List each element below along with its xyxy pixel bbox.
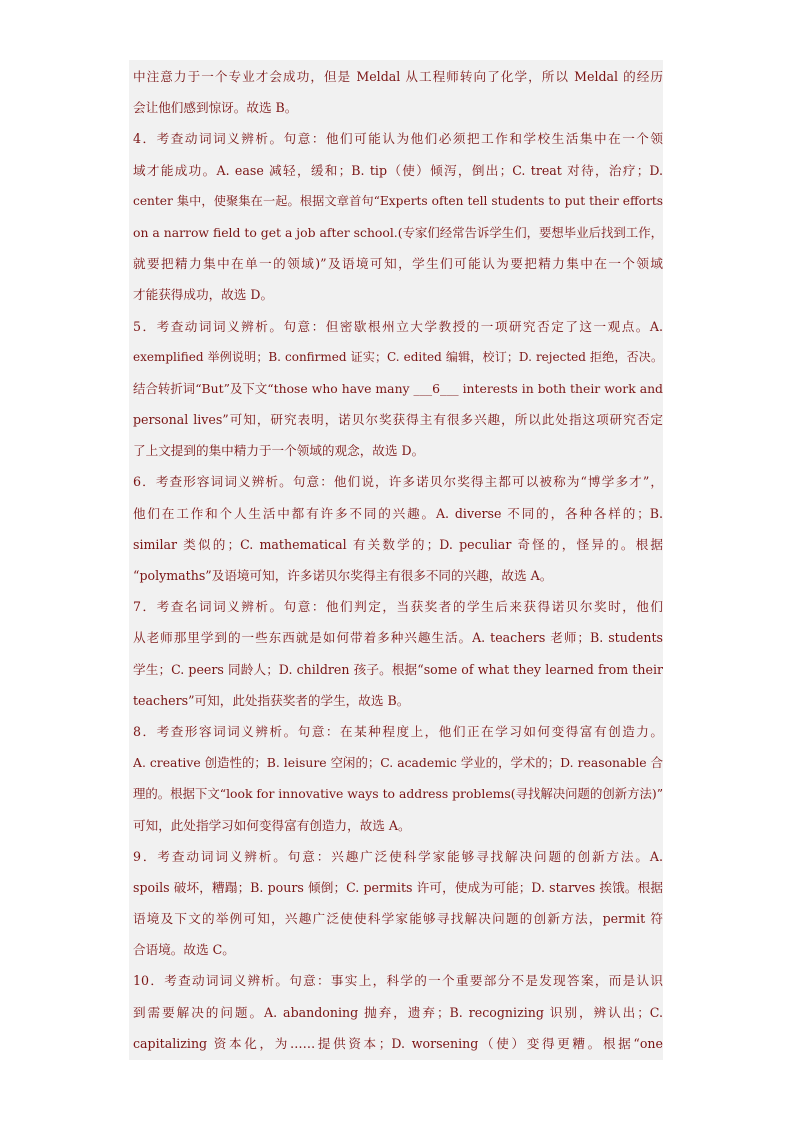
text-line: teachers”可知，此处指获奖者的学生，故选 B。 bbox=[133, 692, 410, 708]
text-line: capitalizing 资本化，为……提供资本；D. worsening（使）变得更糟。根据“one bbox=[133, 1035, 663, 1051]
text-line: 他们在工作和个人生活中都有许多不同的兴趣。A. diverse 不同的，各种各样的；B. bbox=[133, 505, 663, 521]
text-line: 5．考查动词词义辨析。句意：但密歇根州立大学教授的一项研究否定了这一观点。A. bbox=[133, 318, 663, 334]
text-line: 理的。根据下文“look for innovative ways to address problems(寻找解决问题的创新方法)” bbox=[133, 786, 663, 802]
text-line: personal lives”可知，研究表明，诺贝尔奖获得主有很多兴趣，所以此处指这项研究否定 bbox=[133, 412, 663, 428]
text-line: 从老师那里学到的一些东西就是如何带着多种兴趣生活。A. teachers 老师；B. students bbox=[133, 630, 663, 646]
text-line: 会让他们感到惊讶。故选 B。 bbox=[133, 100, 298, 116]
text-line: 8．考查形容词词义辨析。句意：在某种程度上，他们正在学习如何变得富有创造力。 bbox=[133, 723, 663, 739]
text-line: center 集中，使聚集在一起。根据文章首句“Experts often tell students to put their efforts bbox=[133, 193, 663, 208]
text-line: A. creative 创造性的；B. leisure 空闲的；C. academic 学业的，学术的；D. reasonable 合 bbox=[133, 755, 663, 771]
text-line: spoils 破坏，糟蹋；B. pours 倾倒；C. permits 许可，使成为可能；D. starves 挨饿。根据 bbox=[133, 879, 663, 895]
text-line: “polymaths”及语境可知，许多诺贝尔奖得主有很多不同的兴趣，故选 A。 bbox=[133, 568, 553, 583]
text-line: 才能获得成功，故选 D。 bbox=[133, 287, 274, 303]
text-line: 中注意力于一个专业才会成功，但是 Meldal 从工程师转向了化学，所以 Meldal 的经历 bbox=[133, 69, 663, 84]
text-line: similar 类似的；C. mathematical 有关数学的；D. peculiar 奇怪的，怪异的。根据 bbox=[133, 536, 663, 552]
text-line: 了上文提到的集中精力于一个领域的观念，故选 D。 bbox=[133, 443, 425, 459]
text-line: exemplified 举例说明；B. confirmed 证实；C. edited 编辑，校订；D. rejected 拒绝，否决。 bbox=[133, 349, 663, 364]
answer-explanation-text bbox=[133, 61, 663, 1059]
text-line: 9．考查动词词义辨析。句意：兴趣广泛使科学家能够寻找解决问题的创新方法。A. bbox=[133, 848, 663, 864]
text-line: 4．考查动词词义辨析。句意：他们可能认为他们必须把工作和学校生活集中在一个领 bbox=[133, 131, 663, 147]
text-line: 就要把精力集中在单一的领域)”及语境可知，学生们可能认为要把精力集中在一个领域 bbox=[133, 256, 663, 272]
text-line: 6．考查形容词词义辨析。句意：他们说，许多诺贝尔奖得主都可以被称为“博学多才”， bbox=[133, 474, 663, 490]
text-line: 10．考查动词词义辨析。句意：事实上，科学的一个重要部分不是发现答案，而是认识 bbox=[133, 973, 663, 989]
text-line: on a narrow field to get a job after school.(专家们经常告诉学生们，要想毕业后找到工作， bbox=[133, 224, 663, 240]
text-line: 7．考查名词词义辨析。句意：他们判定，当获奖者的学生后来获得诺贝尔奖时，他们 bbox=[133, 599, 663, 615]
text-line: 可知，此处指学习如何变得富有创造力，故选 A。 bbox=[133, 817, 411, 833]
text-line: 学生；C. peers 同龄人；D. children 孩子。根据“some of what they learned from their bbox=[133, 661, 663, 677]
text-line: 域才能成功。A. ease 减轻，缓和；B. tip（使）倾泻，倒出；C. treat 对待，治疗；D. bbox=[133, 162, 663, 178]
text-line: 合语境。故选 C。 bbox=[133, 942, 235, 958]
text-line: 语境及下文的举例可知，兴趣广泛使使科学家能够寻找解决问题的创新方法，permit 符 bbox=[133, 911, 663, 927]
text-line: 到需要解决的问题。A. abandoning 抛弃，遗弃；B. recognizing 识别，辨认出；C. bbox=[133, 1004, 663, 1020]
text-line: 结合转折词“But”及下文“those who have many ___6___ interests in both their work and bbox=[133, 380, 663, 396]
